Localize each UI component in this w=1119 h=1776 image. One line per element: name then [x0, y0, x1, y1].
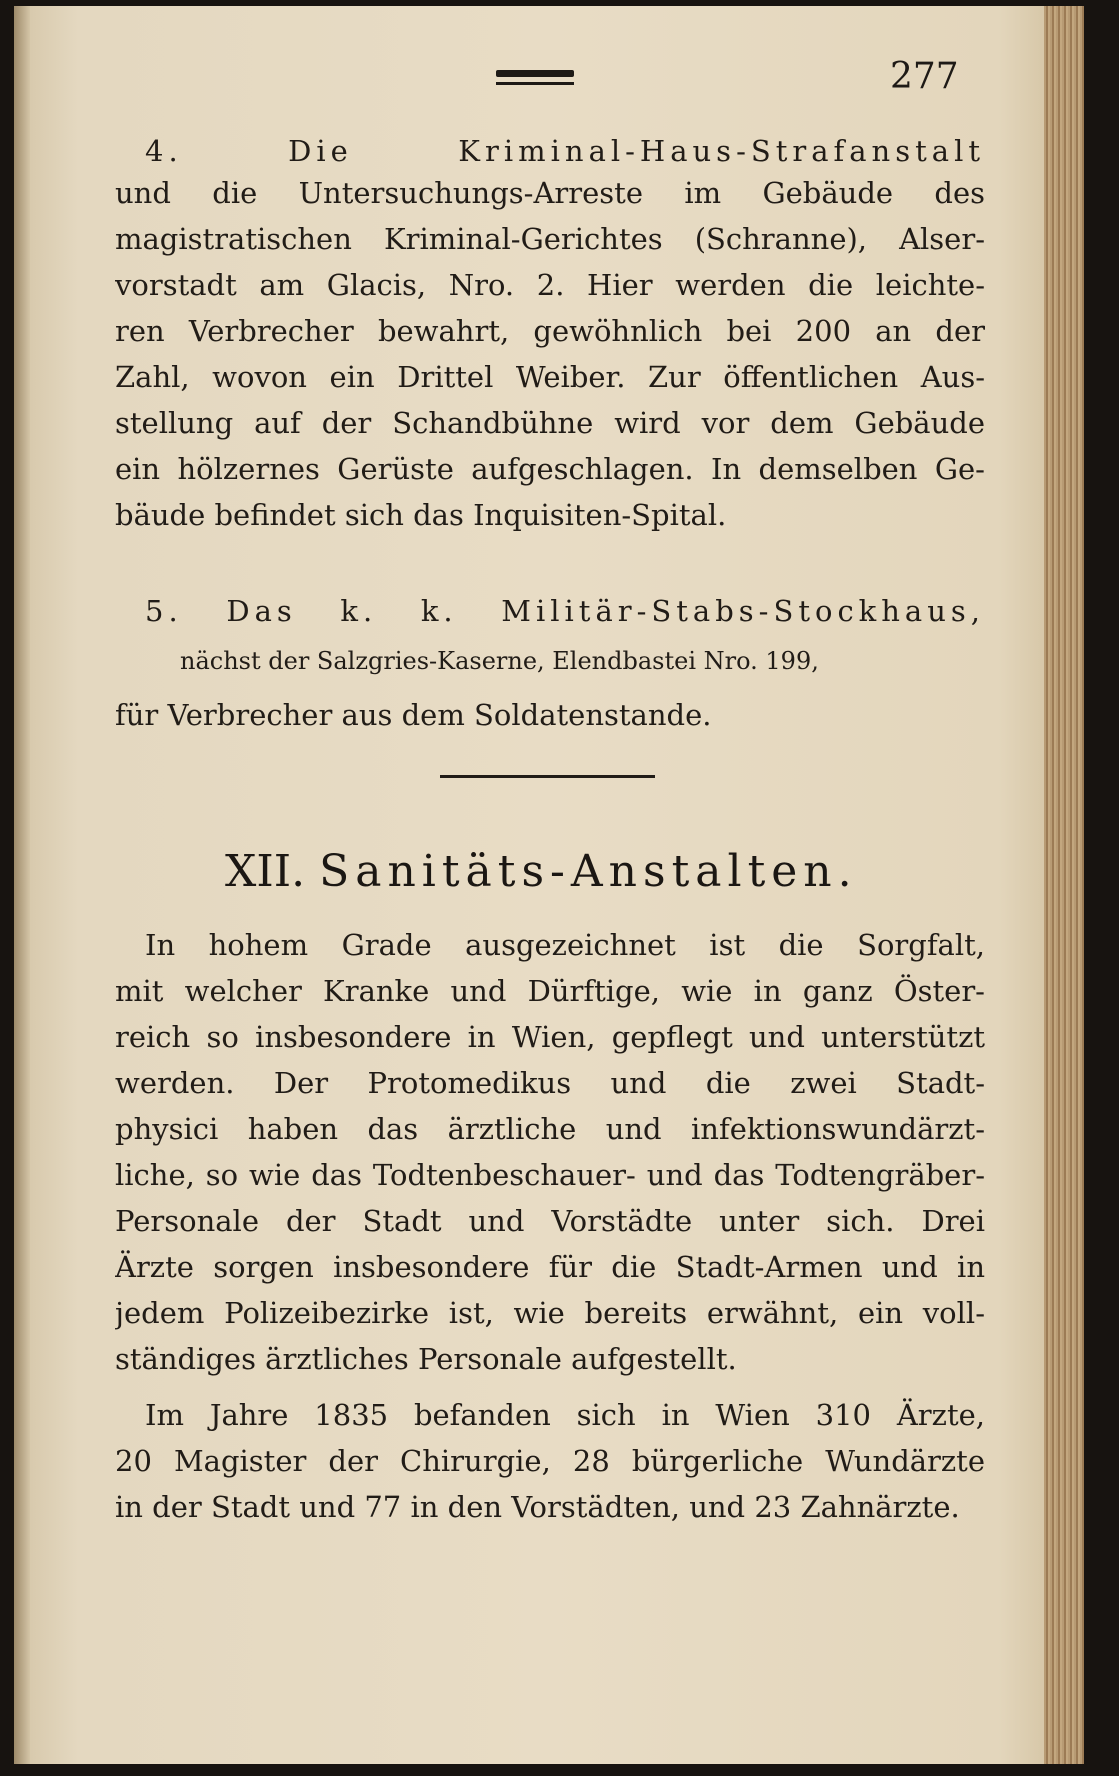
body-line-4: werden. Der Protomedikus und die zwei Stadt- [115, 1066, 985, 1100]
section5-line-2: nächst der Salzgries-Kaserne, Elendbastei Nro. 199, [180, 647, 819, 675]
section4-line-3: magistratischen Kriminal-Gerichtes (Schranne), Alser- [115, 222, 985, 256]
body-line-6: liche, so wie das Todtenbeschauer- und das Todtengräber- [115, 1158, 985, 1192]
body-line-7: Personale der Stadt und Vorstädte unter sich. Drei [115, 1204, 985, 1238]
section4-line-2: und die Untersuchungs-Arreste im Gebäude des [115, 176, 985, 210]
page-number: 277 [890, 56, 959, 97]
section4-line-5: ren Verbrecher bewahrt, gewöhnlich bei 200 an der [115, 314, 985, 348]
section5-line-3: für Verbrecher aus dem Soldatenstande. [115, 698, 712, 732]
section4-line-7: stellung auf der Schandbühne wird vor dem Gebäude [115, 406, 985, 440]
body-line-8: Ärzte sorgen insbesondere für die Stadt-Armen und in [115, 1250, 985, 1284]
body-line-9: jedem Polizeibezirke ist, wie bereits erwähnt, ein voll- [115, 1296, 985, 1330]
header-rule [496, 70, 574, 77]
section4-line-8: ein hölzernes Gerüste aufgeschlagen. In demselben Ge- [115, 452, 985, 486]
page-edges [1044, 6, 1084, 1764]
body-line-12: 20 Magister der Chirurgie, 28 bürgerliche Wundärzte [115, 1444, 985, 1478]
section4-line-9: bäude befindet sich das Inquisiten-Spital. [115, 498, 727, 532]
section5-line-1: 5. Das k. k. Militär-Stabs-Stockhaus, [145, 594, 985, 628]
body-line-2: mit welcher Kranke und Dürftige, wie in ganz Öster- [115, 974, 985, 1008]
body-line-11: Im Jahre 1835 befanden sich in Wien 310 Ärzte, [145, 1398, 985, 1432]
body-line-1: In hohem Grade ausgezeichnet ist die Sorgfalt, [145, 928, 985, 962]
chapter-heading [225, 844, 858, 900]
section4-line-4: vorstadt am Glacis, Nro. 2. Hier werden die leichte- [115, 268, 985, 302]
body-line-13: in der Stadt und 77 in den Vorstädten, und 23 Zahnärzte. [115, 1490, 960, 1524]
body-line-10: ständiges ärztliches Personale aufgestellt. [115, 1342, 737, 1376]
section-divider [440, 775, 655, 778]
section4-line-1: 4. Die Kriminal-Haus-Strafanstalt [145, 134, 985, 168]
body-line-5: physici haben das ärztliche und infektionswundärzt- [115, 1112, 985, 1146]
body-line-3: reich so insbesondere in Wien, gepflegt und unterstützt [115, 1020, 985, 1054]
section4-line-6: Zahl, wovon ein Drittel Weiber. Zur öffentlichen Aus- [115, 360, 985, 394]
chapter-number: XII. [225, 846, 306, 897]
page-gutter [14, 6, 30, 1764]
chapter-title: Sanitäts-Anstalten. [319, 846, 858, 897]
